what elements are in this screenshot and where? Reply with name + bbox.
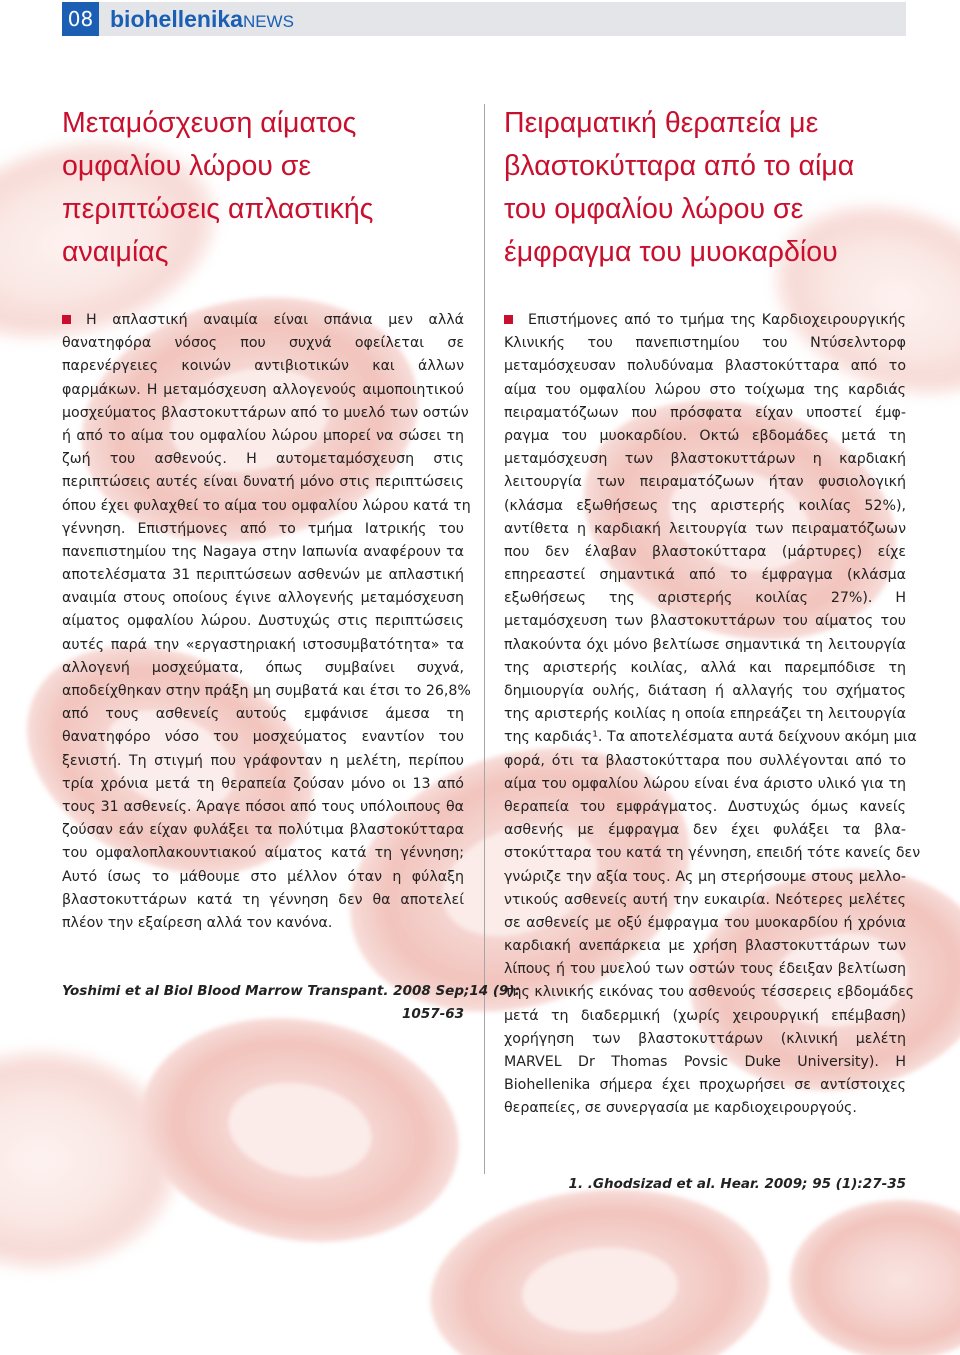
body-line: [504, 842, 921, 865]
body-line: [62, 564, 464, 587]
body-line: [504, 726, 917, 749]
body-line-text: μεταμόσχευση των βλαστοκυττάρων η καρδιακή: [504, 451, 906, 468]
body-line: [504, 495, 906, 518]
body-line: [504, 796, 906, 819]
page-number: 08: [62, 2, 99, 36]
body-line-text: αντίθετα η καρδιακή λειτουργία των πειραματόζωων: [504, 520, 906, 537]
body-line-text: καρδιακή ανεπάρκεια με χρήση βλαστοκυττάρων των: [504, 938, 906, 955]
body-line: [504, 587, 906, 610]
body-line: [62, 587, 464, 610]
body-line-text: σε ασθενείς με οξύ έμφραγμα του μυοκαρδίου ή χρόνια: [504, 914, 906, 931]
body-line: [504, 471, 906, 494]
body-line-text: περιπτώσεις αυτές είναι δυνατή μόνο στις περιπτώσεις: [62, 474, 464, 491]
body-line-text: αίμα του ομφαλίου λώρου είναι ένα άριστο υλικό για τη: [504, 775, 906, 792]
body-line-text: τους 31 ασθενείς. Άραγε πόσοι από τους υπόλοιπους θα: [62, 798, 464, 815]
body-line: [62, 634, 464, 657]
body-line: [504, 541, 906, 564]
body-line-text: πειραματόζωων που πρόσφατα είχαν υποστεί έμφ-: [504, 404, 906, 421]
body-line-text: βλαστοκυττάρων κατά τη γέννηση δεν θα αποτελεί: [62, 891, 464, 908]
body-line: [504, 1097, 906, 1120]
right-article-title: [504, 102, 854, 274]
body-line-text: χορήγηση των βλαστοκυττάρων (κλινική μελέτη: [504, 1030, 906, 1047]
body-line-text: ή από το αίμα του ομφαλίου λώρου μπορεί να σώσει τη: [62, 427, 464, 444]
body-line: [504, 750, 906, 773]
body-line-text: ραγμα του μυοκαρδίου. Οκτώ εβδομάδες μετά τη: [504, 427, 906, 444]
body-line-text: φορά, ότι τα βλαστοκύτταρα που συλλέγονται από το: [504, 752, 906, 769]
body-line-text: ασθενής με έμφραγμα δεν έχει φυλάξει τα βλα-: [504, 822, 906, 839]
body-line: [504, 425, 906, 448]
body-line-text: πλακούντα όχι μόνο βελτίωσε σημαντικά τη λειτουργία: [504, 636, 906, 653]
body-line-text: από τους ασθενείς αυτούς εμφάνισε άμεσα τη: [62, 706, 464, 723]
body-line: [504, 634, 906, 657]
body-line-text: Biohellenika σήμερα έχει προχωρήσει σε αντίστοιχες: [504, 1077, 906, 1094]
body-line: [504, 981, 915, 1004]
body-line-text: ζωή του ασθενούς. Η αυτομεταμόσχευση στις: [62, 451, 464, 468]
body-line-text: της αριστερής κοιλίας η οποία επηρεάζει τη λειτουργία: [504, 706, 906, 723]
body-line: [62, 309, 464, 332]
body-line-text: ζούσαν εάν είχαν φυλάξει τα πολύτιμα βλαστοκύτταρα: [62, 822, 464, 839]
body-line: [62, 680, 471, 703]
body-line: [504, 1051, 906, 1074]
body-line-text: τρία χρόνια μετά τη θεραπεία ζούσαν μόνο οι 13 από: [62, 775, 464, 792]
body-line-text: παρενέργειες κοινών αντιβιοτικών και άλλων: [62, 358, 464, 375]
body-line-text: της αριστερής κοιλίας, αλλά και παρεμπόδισε τη: [504, 659, 906, 676]
left-article-body: [62, 309, 471, 935]
body-line: [62, 842, 464, 865]
body-line: [504, 958, 906, 981]
body-line: [504, 518, 906, 541]
body-line: [504, 402, 906, 425]
bullet-icon: [62, 315, 71, 324]
body-line: [504, 332, 906, 355]
title-line: Μεταμόσχευση αίματος: [62, 107, 357, 139]
body-line-text: θανατηφόρα νόσος που συχνά οφείλεται σε: [62, 335, 464, 352]
body-line-text: αλλογενή μοσχεύματα, όπως συμβαίνει συχνά,: [62, 659, 464, 676]
title-line: αναιμίας: [62, 236, 169, 268]
body-line-text: μοσχεύματος βλαστοκυττάρων από το μυελό των οστών: [62, 404, 469, 421]
body-line: [504, 564, 906, 587]
body-line: [62, 889, 464, 912]
brand-news: NEWS: [242, 12, 294, 31]
body-line-text: πανεπιστημίου της Nagaya στην Ιαπωνία αναφέρουν τα: [62, 543, 464, 560]
title-line: ομφαλίου λώρου σε: [62, 150, 312, 182]
body-line-text: δημιουργία ουλής, διάταση ή αλλαγής του σχήματος: [504, 683, 906, 699]
title-line: του ομφαλίου λώρου σε: [504, 193, 804, 225]
body-line: [62, 657, 464, 680]
body-line-text: της κλινικής εικόνας του ασθενούς τέσσερεις εβδομάδες: [504, 984, 915, 1001]
body-line-text: που δεν έλαβαν βλαστοκύτταρα (μάρτυρες) είχε: [504, 543, 906, 560]
left-citation-line1: Yoshimi et al Biol Blood Marrow Transpant. 2008 Sep;14 (9):: [62, 983, 521, 999]
body-line: [504, 819, 906, 842]
body-line: [504, 379, 906, 402]
body-line: [504, 1074, 906, 1097]
body-line: [504, 912, 906, 935]
body-line-text: φαρμάκων. Η μεταμόσχευση αλλογενούς αιμοποιητικού: [62, 381, 464, 398]
body-line: [62, 518, 464, 541]
body-line: [62, 866, 464, 889]
column-divider: [484, 104, 485, 1174]
body-line: [504, 935, 906, 958]
left-article-title: [62, 102, 373, 274]
body-line: [62, 495, 471, 518]
body-line-text: όπου έχει φυλαχθεί το αίμα του ομφαλίου λώρου κατά τη: [62, 497, 471, 514]
body-line-text: μεταμόσχευση των βλαστοκυττάρων του αίματος του: [504, 613, 906, 630]
title-line: περιπτώσεις απλαστικής: [62, 193, 374, 225]
body-line: [504, 657, 906, 680]
right-article-body: [504, 309, 921, 1121]
body-line: [62, 541, 464, 564]
body-line-text: αίμα του ομφαλίου λώρου στο τοίχωμα της καρδιάς: [504, 381, 906, 398]
bullet-icon: [504, 315, 513, 324]
body-line-text: αίματος ομφαλίου λώρου. Δυστυχώς στις περιπτώσεις: [62, 613, 464, 630]
body-line: [62, 912, 464, 935]
body-line: [504, 448, 906, 471]
body-line-text: αποδείχθηκαν στην πράξη μη συμβατά και έτσι το 26,8%: [62, 683, 471, 699]
body-line-text: θεραπεία του εμφράγματος. Δυστυχώς όμως κανείς: [504, 798, 906, 815]
body-line-text: μεταμόσχευσαν πολυδύναμα βλαστοκύτταρα από το: [504, 358, 906, 375]
title-line: Πειραματική θεραπεία με: [504, 107, 819, 139]
body-line-text: λειτουργία των πειραματόζωων ήταν φυσιολογική: [504, 474, 906, 491]
body-line-text: ξενιστή. Τη στιγμή που γράφονταν η μελέτη, περίπου: [62, 752, 464, 769]
right-citation: 1. .Ghodsizad et al. Hear. 2009; 95 (1):27-35: [568, 1176, 906, 1192]
body-line-text: Επιστήμονες από το τμήμα της Καρδιοχειρουργικής: [528, 312, 906, 328]
body-line: [62, 402, 469, 425]
body-line: [62, 819, 464, 842]
body-line-text: Κλινικής του πανεπιστημίου του Ντύσελντορφ: [504, 335, 906, 352]
body-line-text: αυτές παρά την «εργαστηριακή ιστοσυμβατότητα» τα: [62, 636, 464, 653]
body-line-text: μετά τη διαδερμική (χωρίς χειρουργική επέμβαση): [504, 1007, 906, 1024]
body-line-text: Αυτό ίσως το μάθουμε στο μέλλον όταν η φύλαξη: [62, 868, 464, 885]
body-line: [62, 379, 464, 402]
body-line-text: της καρδιάς¹. Τα αποτελέσματα αυτά δείχνουν ακόμη μια: [504, 729, 917, 746]
body-line-text: MARVEL Dr Thomas Povsic Duke University). Η: [504, 1054, 906, 1070]
body-line: [504, 355, 906, 378]
title-line: βλαστοκύτταρα από το αίμα: [504, 150, 855, 182]
body-line: [504, 610, 906, 633]
body-line: [504, 773, 906, 796]
page-header: [62, 2, 906, 36]
body-line: [504, 1005, 906, 1028]
body-line: [62, 332, 464, 355]
body-line-text: αναιμία στους οποίους έγινε αλλογενής μεταμόσχευση: [62, 590, 464, 607]
body-line-text: πλέον την εξαίρεση αλλά τον κανόνα.: [62, 914, 333, 931]
body-line: [62, 610, 464, 633]
body-line-text: Η απλαστική αναιμία είναι σπάνια μεν αλλά: [86, 312, 464, 328]
body-line: [62, 355, 464, 378]
body-line-text: (κλάσμα εξωθήσεως της αριστερής κοιλίας 52%),: [504, 497, 906, 514]
brand-logo: [110, 2, 294, 39]
body-line: [62, 773, 464, 796]
body-line: [62, 726, 464, 749]
body-line: [504, 866, 906, 889]
body-line: [504, 703, 906, 726]
body-line: [62, 796, 464, 819]
body-line-text: γέννηση. Επιστήμονες από το τμήμα Ιατρικής του: [62, 520, 464, 537]
body-line: [62, 425, 464, 448]
left-citation-line2: 1057-63: [402, 1006, 464, 1022]
body-line: [62, 750, 464, 773]
body-line: [504, 680, 906, 703]
body-line: [62, 703, 464, 726]
body-line: [504, 309, 906, 332]
body-line: [504, 889, 906, 912]
body-line-text: στοκύτταρα του κατά τη γέννηση, επειδή τότε κανείς δεν: [504, 845, 921, 862]
body-line-text: θεραπείες, σε συνεργασία με καρδιοχειρουργούς.: [504, 1100, 857, 1117]
body-line-text: ντικούς ασθενείς αυτή την ευκαιρία. Νεότερες μελέτες: [504, 891, 906, 908]
brand-name: biohellenika: [110, 6, 243, 32]
body-line-text: γνώριζε την αξία τους. Ας μη στερήσουμε στους μελλο-: [504, 868, 906, 885]
body-line-text: λίπους ή του μυελού των οστών τους έδειξαν βελτίωση: [504, 961, 906, 978]
body-line: [62, 471, 464, 494]
body-line: [504, 1028, 906, 1051]
body-line-text: αποτελέσματα 31 περιπτώσεων ασθενών με απλαστική: [62, 567, 464, 584]
body-line-text: εξωθήσεως της αριστερής κοιλίας 27%). Η: [504, 590, 906, 607]
body-line-text: θανατηφόρο νόσο του μοσχεύματος εναντίον του: [62, 729, 464, 746]
title-line: έμφραγμα του μυοκαρδίου: [504, 236, 838, 268]
body-line-text: του ομφαλοπλακουντιακού αίματος κατά τη γέννηση;: [62, 845, 464, 862]
body-line: [62, 448, 464, 471]
body-line-text: επηρεαστεί σημαντικά από το έμφραγμα (κλάσμα: [504, 567, 906, 584]
